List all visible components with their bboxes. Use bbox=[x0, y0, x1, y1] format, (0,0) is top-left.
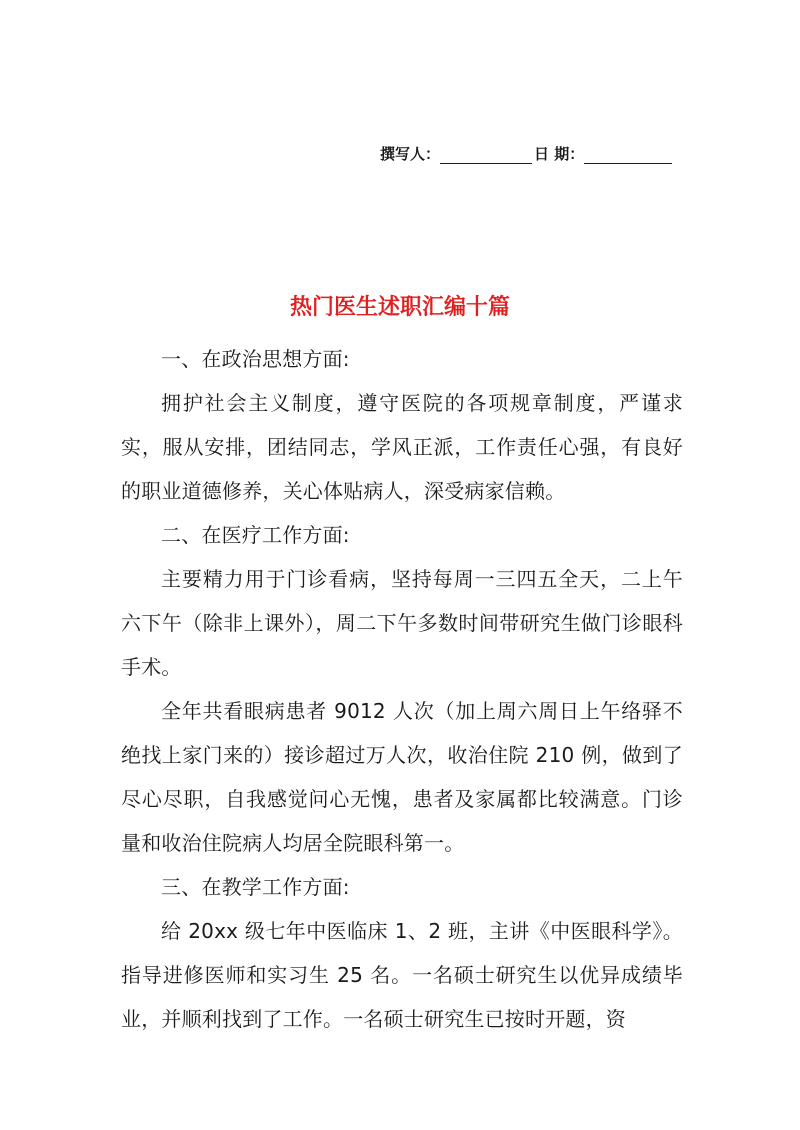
paragraph-teaching: 给 20xx 级七年中医临床 1、2 班，主讲《中医眼科学》。指导进修医师和实习生 25 名。一名硕士研究生以优异成绩毕业，并顺利找到了工作。一名硕士研究生已按时开题，资 bbox=[121, 919, 683, 1031]
paragraph-politics: 拥护社会主义制度，遵守医院的各项规章制度，严谨求实，服从安排，团结同志，学风正派，工作责任心强，有良好的职业道德修养，关心体贴病人，深受病家信赖。 bbox=[121, 391, 683, 503]
author-blank bbox=[440, 145, 532, 164]
author-label: 撰写人： bbox=[380, 145, 441, 163]
date-blank bbox=[584, 145, 672, 164]
document-body bbox=[121, 337, 683, 1041]
document-title: 热门医生述职汇编十篇 bbox=[289, 294, 510, 320]
date-label: 日 期： bbox=[534, 145, 585, 163]
author-date-line bbox=[380, 136, 680, 164]
section-heading-politics: 一、在政治思想方面: bbox=[161, 347, 350, 371]
paragraph-patient-stats: 全年共看眼病患者 9012 人次（加上周六周日上午络驿不绝找上家门来的）接诊超过万人次，收治住院 210 例，做到了尽心尽职，自我感觉问心无愧，患者及家属都比较满意。门诊量和收治住院病人均居全院眼科第一。 bbox=[121, 699, 683, 855]
section-heading-teaching: 三、在教学工作方面: bbox=[161, 875, 350, 899]
section-heading-medical: 二、在医疗工作方面: bbox=[161, 523, 350, 547]
paragraph-clinic-schedule: 主要精力用于门诊看病，坚持每周一三四五全天，二上午六下午（除非上课外），周二下午多数时间带研究生做门诊眼科手术。 bbox=[121, 567, 683, 679]
